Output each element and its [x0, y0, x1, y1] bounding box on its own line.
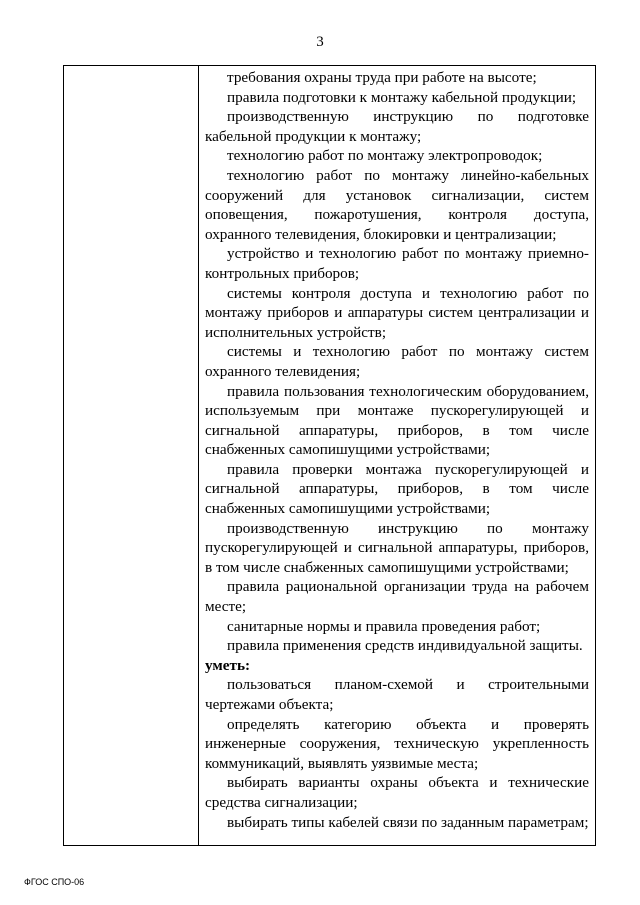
content-table — [63, 65, 596, 846]
list-item: санитарные нормы и правила проведения работ; — [227, 617, 541, 635]
list-item: выбирать варианты охраны объекта и технические средства сигнализации; — [205, 774, 589, 811]
list-item: системы и технологию работ по монтажу систем охранного телевидения; — [205, 343, 589, 380]
skills-heading: уметь: — [205, 656, 251, 674]
list-item: технологию работ по монтажу линейно-кабельных сооружений для установок сигнализации, систем оповещения, пожаротушения, контроля доступа, охранного телевидения, блокировки и централизации; — [205, 166, 589, 243]
table-right-column — [199, 66, 595, 845]
document-footer: ФГОС СПО-06 — [24, 877, 85, 887]
list-item: системы контроля доступа и технологию работ по монтажу приборов и аппаратуры систем централизации и исполнительных устройств; — [205, 284, 589, 341]
list-item: требования охраны труда при работе на высоте; — [227, 69, 537, 86]
list-item: технологию работ по монтажу электропроводок; — [227, 147, 543, 165]
list-item: выбирать типы кабелей связи по заданным параметрам; — [227, 813, 589, 831]
list-item: правила проверки монтажа пускорегулирующей и сигнальной аппаратуры, приборов, в том числе снабженных самопишущими устройствами; — [205, 460, 589, 518]
list-item: определять категорию объекта и проверять инженерные сооружения, техническую укрепленность коммуникаций, выявлять уязвимые места; — [205, 715, 589, 772]
list-item: правила подготовки к монтажу кабельной продукции; — [227, 88, 577, 106]
table-left-column — [64, 66, 199, 845]
list-item: производственную инструкцию по подготовке кабельной продукции к монтажу; — [205, 108, 589, 145]
list-item: устройство и технологию работ по монтажу приемно-контрольных приборов; — [205, 245, 589, 282]
list-item: правила пользования технологическим оборудованием, используемым при монтаже пускорегулирующей и сигнальной аппаратуры, приборов, в том числе снабженных самопишущими устройствами; — [205, 382, 589, 459]
list-item: правила рациональной организации труда на рабочем месте; — [205, 578, 589, 616]
list-item: производственную инструкцию по монтажу пускорегулирующей и сигнальной аппаратуры, приборов, в том числе снабженных самопишущими устройствами; — [205, 519, 589, 576]
list-item: пользоваться планом-схемой и строительными чертежами объекта; — [205, 676, 589, 713]
page-number: 3 — [316, 34, 324, 50]
list-item: правила применения средств индивидуальной защиты. — [227, 637, 583, 655]
